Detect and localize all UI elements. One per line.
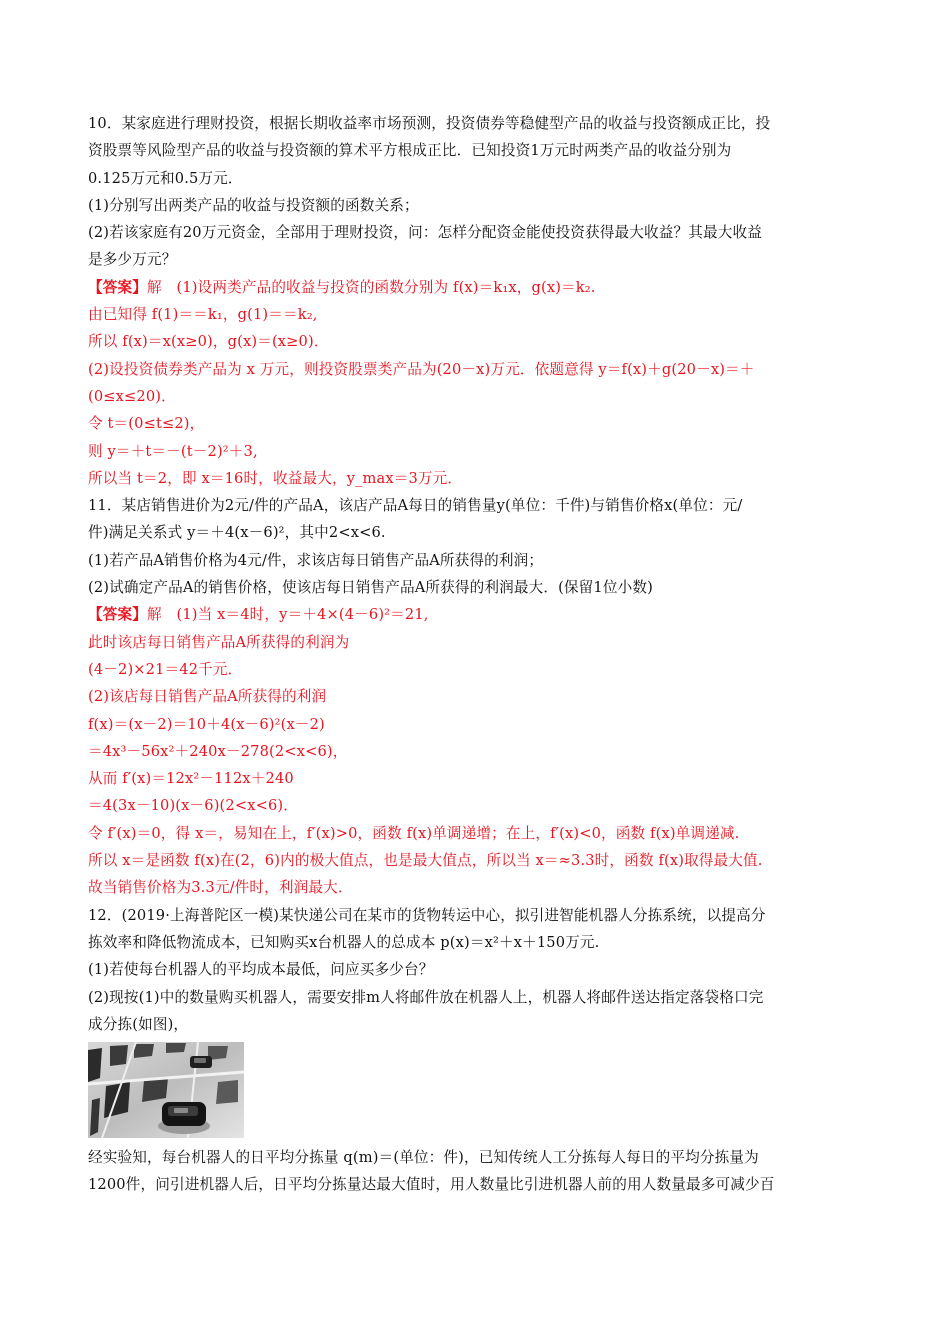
- answer-11-line: f(x)＝(x－2)＝10＋4(x－6)²(x－2): [88, 715, 325, 733]
- answer-10-line: 令 t＝(0≤t≤2)，: [88, 415, 205, 433]
- answer-11-line: 此时该店每日销售产品A所获得的利润为: [88, 633, 350, 651]
- question-10-line: (2)若该家庭有20万元资金，全部用于理财投资，问：怎样分配资金能使投资获得最大收益？其最大收益: [88, 224, 762, 242]
- question-10: [88, 110, 864, 274]
- question-11-line: 件)满足关系式 y＝＋4(x－6)²，其中2<x<6.: [88, 524, 386, 542]
- question-10-line: (1)分别写出两类产品的收益与投资额的函数关系；: [88, 196, 419, 214]
- question-11-line: (2)试确定产品A的销售价格，使该店每日销售产品A所获得的利润最大．(保留1位小数): [88, 579, 653, 597]
- answer-10-line: 所以 f(x)＝x(x≥0)，g(x)＝(x≥0)．: [88, 333, 329, 351]
- page-content: [88, 110, 864, 1199]
- answer-11-line: 令 f′(x)＝0，得 x＝，易知在上，f′(x)>0，函数 f(x)单调递增；在上，f′(x)<0，函数 f(x)单调递减.: [88, 824, 740, 842]
- question-12-line: 经实验知，每台机器人的日平均分拣量 q(m)＝(单位：件)，已知传统人工分拣每人每日的平均分拣量为: [88, 1149, 759, 1167]
- question-12-line: 12．(2019·上海普陀区一模)某快递公司在某市的货物转运中心，拟引进智能机器人分拣系统，以提高分: [88, 906, 766, 924]
- answer-11-line: 从而 f′(x)＝12x²－112x＋240: [88, 770, 294, 788]
- answer-11-line: 所以 x＝是函数 f(x)在(2，6)内的极大值点，也是最大值点，所以当 x＝≈3.3时，函数 f(x)取得最大值.: [88, 852, 763, 870]
- question-11: [88, 492, 864, 601]
- answer-11-text: 解 (1)当 x＝4时，y＝＋4×(4－6)²＝21,: [146, 606, 429, 624]
- question-12-line: 成分拣(如图)，: [88, 1015, 189, 1033]
- answer-10: [88, 274, 864, 492]
- robot-sorting-image: [88, 1042, 244, 1138]
- question-10-line: 0.125万元和0.5万元．: [88, 169, 243, 187]
- answer-11-line: 故当销售价格为3.3元/件时，利润最大．: [88, 879, 353, 897]
- question-10-line: 10．某家庭进行理财投资，根据长期收益率市场预测，投资债券等稳健型产品的收益与投资额成正比，投: [88, 115, 771, 132]
- question-11-line: (1)若产品A销售价格为4元/件，求该店每日销售产品A所获得的利润；: [88, 551, 544, 569]
- answer-11: [88, 601, 864, 901]
- answer-10-line: (2)设投资债券类产品为 x 万元，则投资股票类产品为(20－x)万元．依题意得 y＝f(x)＋g(20－x)＝＋: [88, 360, 755, 378]
- question-12-line: 拣效率和降低物流成本，已知购买x台机器人的总成本 p(x)＝x²＋x＋150万元.: [88, 933, 600, 951]
- answer-10-line: 则 y＝＋t＝－(t－2)²＋3,: [88, 442, 258, 460]
- answer-11-first-line: [88, 601, 864, 628]
- answer-11-line: ＝4(3x－10)(x－6)(2<x<6)．: [88, 797, 298, 815]
- answer-10-first-line: [88, 274, 864, 301]
- question-10-line: 资股票等风险型产品的收益与投资额的算术平方根成正比．已知投资1万元时两类产品的收益分别为: [88, 142, 732, 160]
- answer-tag: 【答案】: [88, 606, 147, 624]
- question-12-line: 1200件，问引进机器人后，日平均分拣量达最大值时，用人数量比引进机器人前的用人数量最多可减少百: [88, 1176, 775, 1194]
- answer-tag: 【答案】: [88, 278, 147, 296]
- question-11-line: 11．某店销售进价为2元/件的产品A，该店产品A每日的销售量y(单位：千件)与销售价格x(单位：元/: [88, 497, 743, 515]
- question-12-line: (2)现按(1)中的数量购买机器人，需要安排m人将邮件放在机器人上，机器人将邮件送达指定落袋格口完: [88, 988, 764, 1006]
- answer-11-line: (2)该店每日销售产品A所获得的利润: [88, 688, 327, 706]
- question-12: [88, 902, 864, 1199]
- answer-10-text: 解 (1)设两类产品的收益与投资的函数分别为 f(x)＝k₁x，g(x)＝k₂.: [146, 278, 596, 296]
- answer-11-line: ＝4x³－56x²＋240x－278(2<x<6)，: [88, 742, 348, 760]
- robot-sorting-photo: [88, 1042, 864, 1138]
- question-12-line: (1)若使每台机器人的平均成本最低，问应买多少台？: [88, 961, 434, 979]
- answer-10-line: 由已知得 f(1)＝＝k₁，g(1)＝＝k₂,: [88, 306, 318, 324]
- answer-11-line: (4－2)×21＝42千元．: [88, 660, 243, 678]
- question-10-line: 是多少万元？: [88, 251, 177, 269]
- answer-10-line: (0≤x≤20)．: [88, 387, 176, 405]
- answer-10-line: 所以当 t＝2，即 x＝16时，收益最大，y_max＝3万元．: [88, 469, 463, 487]
